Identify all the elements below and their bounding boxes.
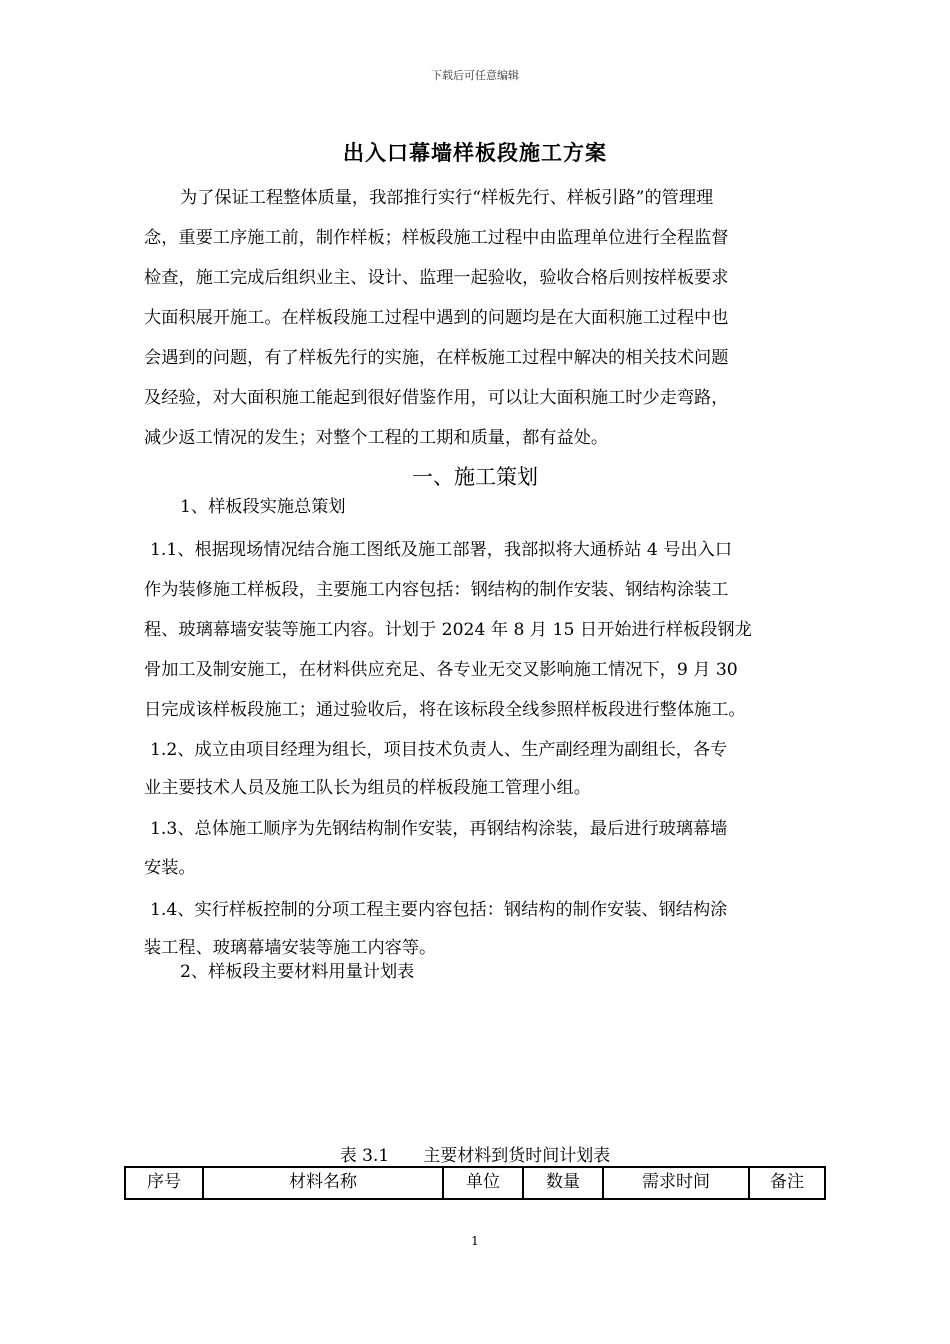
- subheading-1: 1、样板段实施总策划: [180, 497, 346, 517]
- text-line: 业主要技术人员及施工队长为组员的样板段施工管理小组。: [144, 778, 591, 798]
- text-line: 1.2、成立由项目经理为组长，项目技术负责人、生产副经理为副组长，各专: [150, 740, 728, 760]
- text-line: 1.3、总体施工顺序为先钢结构制作安装，再钢结构涂装，最后进行玻璃幕墙: [150, 819, 728, 839]
- materials-table: [124, 1166, 826, 1200]
- text-line: 减少返工情况的发生；对整个工程的工期和质量，都有益处。: [144, 428, 609, 448]
- col-header-required-time: 需求时间: [603, 1167, 749, 1199]
- text-line: 安装。: [144, 858, 196, 878]
- col-header-seq: 序号: [125, 1167, 203, 1199]
- text-line: 1.4、实行样板控制的分项工程主要内容包括：钢结构的制作安装、钢结构涂: [150, 900, 728, 920]
- col-header-quantity: 数量: [523, 1167, 603, 1199]
- header-note: 下载后可任意编辑: [431, 69, 519, 82]
- text-line: 程、玻璃幕墙安装等施工内容。计划于 2024 年 8 月 15 日开始进行样板段钢龙: [144, 620, 752, 640]
- subheading-2: 2、样板段主要材料用量计划表: [180, 962, 415, 982]
- col-header-remarks: 备注: [749, 1167, 825, 1199]
- col-header-material: 材料名称: [203, 1167, 443, 1199]
- section-heading: 一、施工策划: [412, 465, 538, 489]
- document-title: 出入口幕墙样板段施工方案: [343, 140, 607, 165]
- table-header-row: [125, 1167, 825, 1199]
- text-line: 及经验，对大面积施工能起到很好借鉴作用，可以让大面积施工时少走弯路，: [144, 388, 729, 408]
- text-line: 作为装修施工样板段，主要施工内容包括：钢结构的制作安装、钢结构涂装工: [144, 580, 729, 600]
- text-line: 日完成该样板段施工；通过验收后，将在该标段全线参照样板段进行整体施工。: [144, 700, 746, 720]
- table-caption: 表 3.1 主要材料到货时间计划表: [339, 1146, 611, 1166]
- text-line: 检查，施工完成后组织业主、设计、监理一起验收，验收合格后则按样板要求: [144, 268, 729, 288]
- page-number: 1: [471, 1234, 479, 1248]
- col-header-unit: 单位: [443, 1167, 523, 1199]
- text-line: 大面积展开施工。在样板段施工过程中遇到的问题均是在大面积施工过程中也: [144, 308, 729, 328]
- text-line: 1.1、根据现场情况结合施工图纸及施工部署，我部拟将大通桥站 4 号出入口: [150, 540, 733, 560]
- text-line: 为了保证工程整体质量，我部推行实行“样板先行、样板引路”的管理理: [180, 188, 714, 208]
- text-line: 念，重要工序施工前，制作样板；样板段施工过程中由监理单位进行全程监督: [144, 228, 729, 248]
- text-line: 装工程、玻璃幕墙安装等施工内容等。: [144, 938, 437, 958]
- text-line: 骨加工及制安施工，在材料供应充足、各专业无交叉影响施工情况下，9 月 30: [144, 660, 738, 680]
- text-line: 会遇到的问题，有了样板先行的实施，在样板施工过程中解决的相关技术问题: [144, 348, 729, 368]
